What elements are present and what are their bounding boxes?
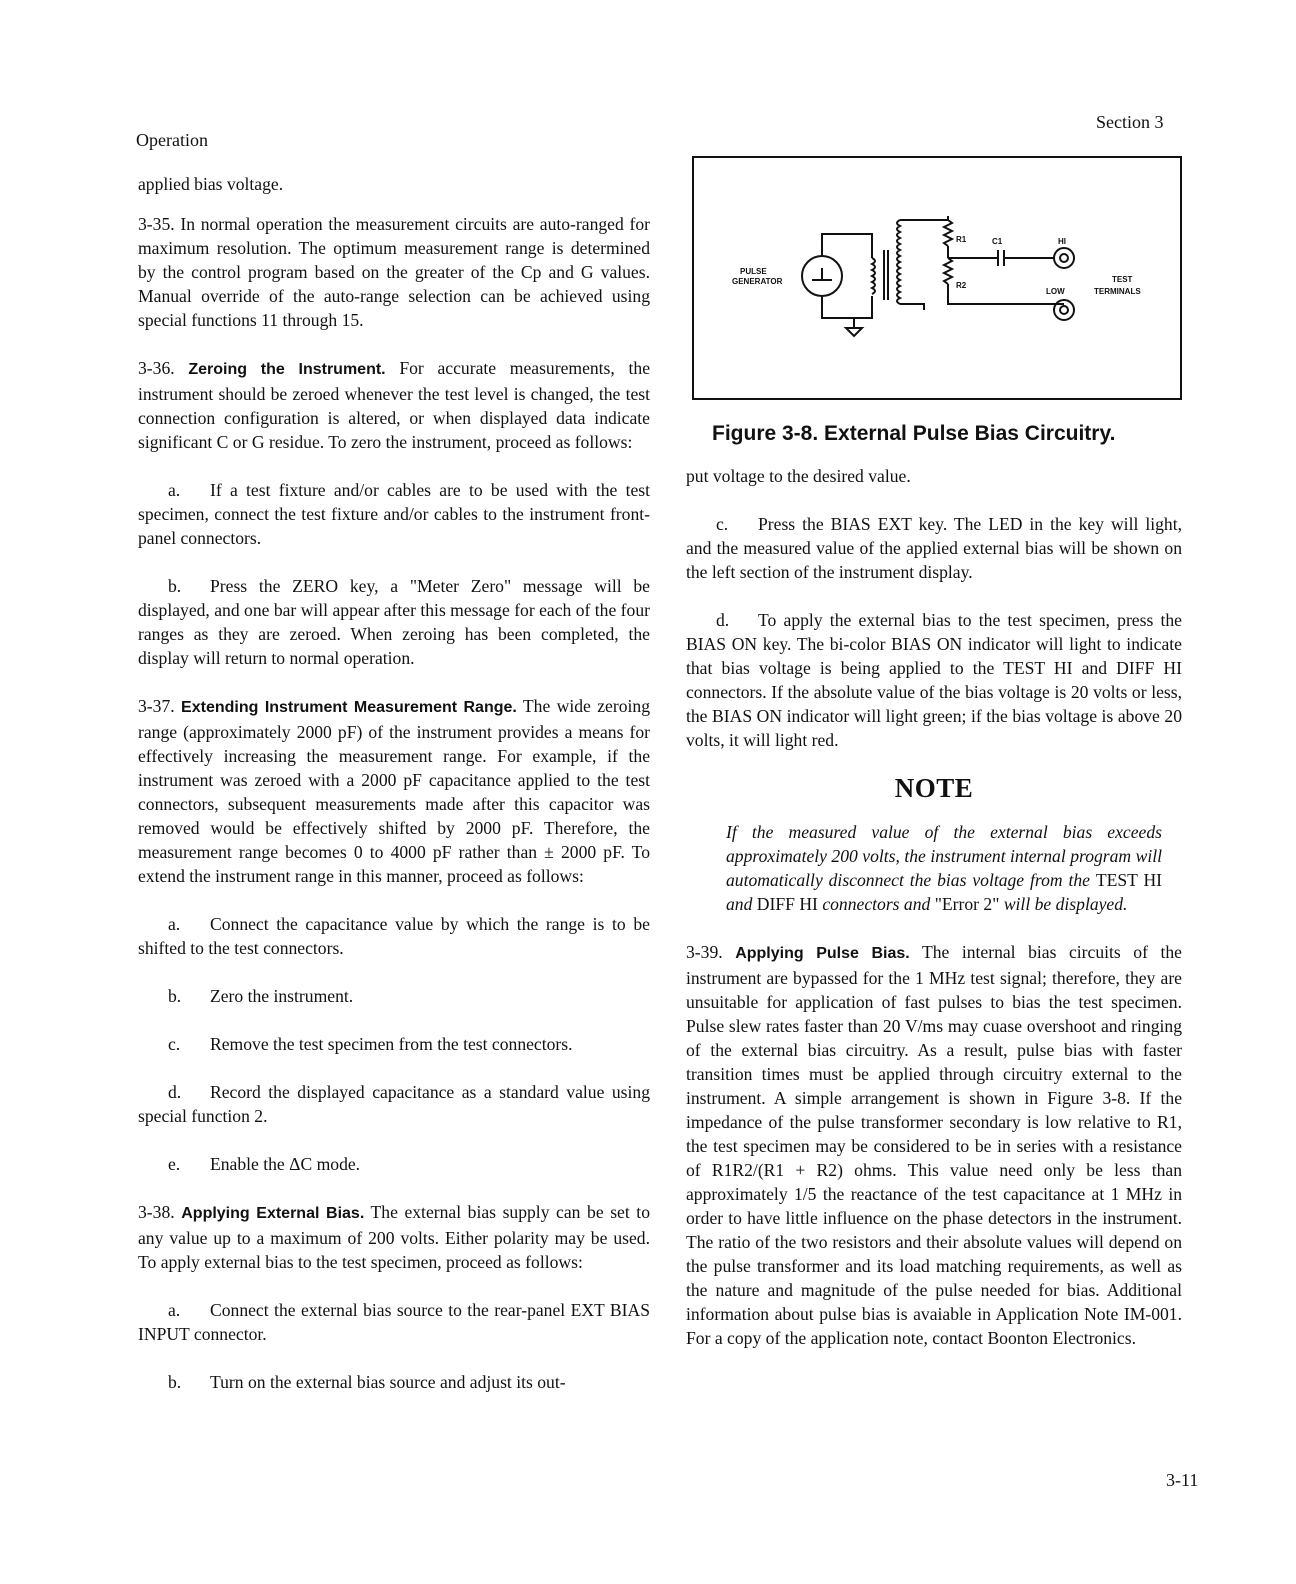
- range-step-a: [138, 912, 650, 960]
- paragraph-3-38: [138, 1200, 650, 1274]
- header-section-name: Operation: [136, 130, 208, 150]
- note-text: will be displayed.: [1003, 894, 1128, 914]
- paragraph-body: The internal bias circuits of the instrument are bypassed for the 1 MHz test signal; therefore, they are unsuitable for application of fast pulses to bias the test specimen. Pulse slew rates faster than 20 V/ms may cuase overshoot and ringing of the external bias circuitry. As a result, pulse bias with faster transition times must be applied through circuitry external to the instrument. A simple arrangement is shown in Figure 3-8. If the impedance of the pulse transformer secondary is low relative to R1, the test specimen may be considered to be in series with a resistance of R1R2/(R1 + R2) ohms. This value need only be less than approximately 1/5 the reactance of the test capacitance at 1 MHz in order to have little influence on the phase detectors in the instrument. The ratio of the two resistors and their absolute values will depend on the pulse transformer and its load matching requirements, as well as the nature and magnitude of the pulse needed for bias. Additional information about pulse bias is avaiable in Application Note IM-001. For a copy of the application note, contact Boonton Electronics.: [686, 942, 1182, 1348]
- step-label: b.: [168, 986, 182, 1006]
- paragraph-3-37: [138, 694, 650, 888]
- step-text: Press the ZERO key, a "Meter Zero" message will be displayed, and one bar will appear after this message for each of the four ranges as they are zeroed. When zeroing has been completed, the display will return to normal operation.: [138, 576, 650, 668]
- note-text: connectors and: [822, 894, 931, 914]
- header-section-number: Section 3: [1096, 112, 1164, 132]
- paragraph-body: For accurate measurements, the instrument should be zeroed whenever the test level is changed, the test connection configuration is altered, or when displayed data indicate significant C or G residue. To zero the instrument, proceed as follows:: [138, 358, 650, 452]
- right-column: [686, 464, 1182, 1374]
- note-text-connector: DIFF HI: [756, 894, 818, 914]
- bias-step-c: [686, 512, 1182, 584]
- section-heading: Applying Pulse Bias.: [735, 945, 910, 962]
- r1-label: R1: [956, 235, 967, 244]
- range-step-e: [138, 1152, 650, 1176]
- paragraph-number: 3-37.: [138, 696, 175, 716]
- step-text: Zero the instrument.: [210, 986, 354, 1006]
- terminals-label: TERMINALS: [1094, 287, 1141, 296]
- hi-terminal: [1054, 248, 1074, 268]
- note-heading: NOTE: [894, 773, 974, 803]
- zero-step-b: [138, 574, 650, 670]
- bias-step-a: [138, 1298, 650, 1346]
- note-text-connector: TEST HI: [1095, 870, 1163, 890]
- figure-caption: Figure 3-8. External Pulse Bias Circuitry.: [712, 422, 1116, 445]
- generator-label: GENERATOR: [732, 277, 783, 286]
- page-number: 3-11: [1166, 1470, 1199, 1490]
- bias-step-d: [686, 608, 1182, 752]
- left-column: [138, 172, 650, 1418]
- section-heading: Extending Instrument Measurement Range.: [181, 699, 517, 716]
- step-label: d.: [716, 610, 730, 630]
- step-label: b.: [168, 576, 182, 596]
- note-text: If the measured value of the external bias exceeds approximately 200 volts, the instrument internal program will automatically disconnect the bias voltage from the: [726, 822, 1162, 890]
- step-text: Connect the capacitance value by which the range is to be shifted to the test connectors.: [138, 914, 650, 958]
- step-label: c.: [716, 514, 729, 534]
- r2-label: R2: [956, 281, 967, 290]
- test-label: TEST: [1112, 275, 1133, 284]
- step-label: c.: [168, 1034, 181, 1054]
- c1-label: C1: [992, 237, 1003, 246]
- paragraph-3-35: 3-35. In normal operation the measurement circuits are auto-ranged for maximum resolution. The optimum measurement range is determined by the control program based on the greater of the Cp and G values. Manual override of the auto-range selection can be achieved using special functions 11 through 15.: [138, 214, 650, 330]
- range-step-d: [138, 1080, 650, 1128]
- continuation-text: put voltage to the desired value.: [686, 466, 911, 486]
- section-heading: Zeroing the Instrument.: [188, 361, 386, 378]
- note-body: [686, 820, 1182, 916]
- step-text: Press the BIAS EXT key. The LED in the key will light, and the measured value of the applied external bias will be shown on the left section of the instrument display.: [686, 514, 1182, 582]
- zero-step-a: [138, 478, 650, 550]
- paragraph-number: 3-39.: [686, 942, 723, 962]
- step-label: e.: [168, 1154, 181, 1174]
- paragraph-3-39: [686, 940, 1182, 1350]
- continuation-text: applied bias voltage.: [138, 174, 284, 194]
- paragraph-number: 3-36.: [138, 358, 175, 378]
- step-text: Enable the ΔC mode.: [210, 1154, 361, 1174]
- step-label: a.: [168, 914, 181, 934]
- step-text: To apply the external bias to the test specimen, press the BIAS ON key. The bi-color BIAS ON indicator will light to indicate that bias voltage is being applied to the TEST HI and DIFF HI connectors. If the absolute value of the bias voltage is 20 volts or less, the BIAS ON indicator will light green; if the bias voltage is above 20 volts, it will light red.: [686, 610, 1182, 750]
- note-text-error: "Error 2": [934, 894, 1000, 914]
- step-text: If a test fixture and/or cables are to be used with the test specimen, connect the test fixture and/or cables to the instrument front-panel connectors.: [138, 480, 650, 548]
- note-text: and: [726, 894, 753, 914]
- step-text: Turn on the external bias source and adjust its out-: [210, 1372, 566, 1392]
- paragraph-number: 3-38.: [138, 1202, 175, 1222]
- pulse-label: PULSE: [740, 267, 767, 276]
- paragraph-3-36: [138, 356, 650, 454]
- low-label: LOW: [1046, 287, 1065, 296]
- bias-step-b: [138, 1370, 650, 1394]
- step-label: d.: [168, 1082, 182, 1102]
- step-label: a.: [168, 1300, 181, 1320]
- step-text: Connect the external bias source to the rear-panel EXT BIAS INPUT connector.: [138, 1300, 650, 1344]
- pulse-bias-schematic: [694, 158, 1180, 398]
- step-text: Remove the test specimen from the test connectors.: [210, 1034, 573, 1054]
- step-label: a.: [168, 480, 181, 500]
- paragraph-body: The external bias supply can be set to any value up to a maximum of 200 volts. Either polarity may be used. To apply external bias to the test specimen, proceed as follows:: [138, 1202, 650, 1272]
- section-heading: Applying External Bias.: [181, 1205, 365, 1222]
- range-step-c: [138, 1032, 650, 1056]
- figure-3-8-frame: [692, 156, 1182, 400]
- paragraph-body: The wide zeroing range (approximately 2000 pF) of the instrument provides a means for effectively increasing the measurement range. For example, if the instrument was zeroed with a 2000 pF capacitance applied to the test connectors, subsequent measurements made after this capacitor was removed would be effectively shifted by 2000 pF. Therefore, the measurement range becomes 0 to 4000 pF rather than ± 2000 pF. To extend the instrument range in this manner, proceed as follows:: [138, 696, 650, 886]
- step-text: Record the displayed capacitance as a standard value using special function 2.: [138, 1082, 650, 1126]
- step-label: b.: [168, 1372, 182, 1392]
- hi-label: HI: [1058, 237, 1066, 246]
- range-step-b: [138, 984, 650, 1008]
